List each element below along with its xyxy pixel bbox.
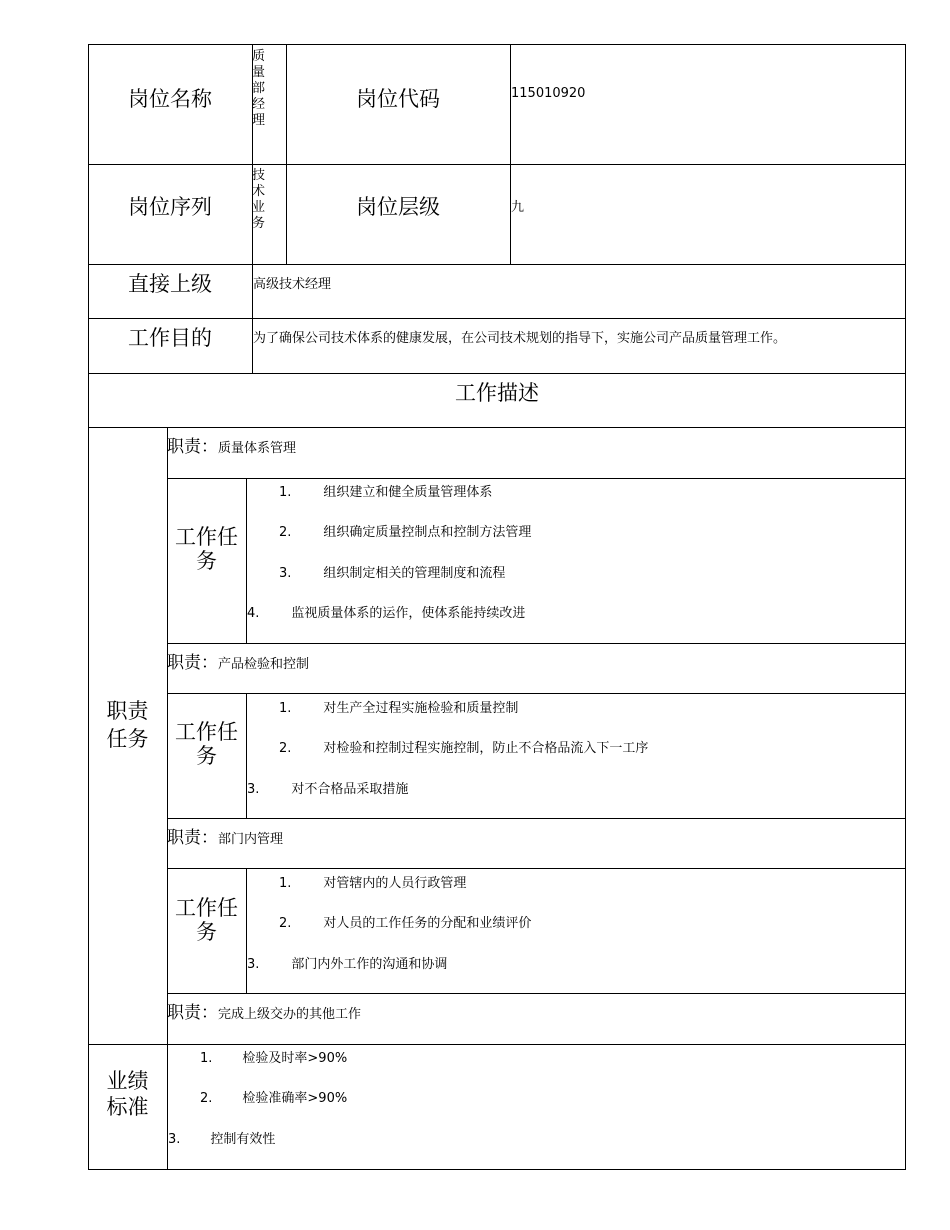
task-item: 1. 对管辖内的人员行政管理: [279, 876, 467, 891]
work-purpose-value: 为了确保公司技术体系的健康发展，在公司技术规划的指导下，实施公司产品质量管理工作。: [253, 331, 787, 346]
row-divider: [88, 1044, 906, 1045]
duty-prefix: 职责：: [167, 828, 218, 848]
position-code-value: 115010920: [511, 86, 586, 101]
row-divider: [167, 993, 906, 994]
task-label: 工作任务: [175, 525, 238, 573]
performance-item: 2. 检验准确率>90%: [200, 1091, 348, 1106]
duty-title: [167, 432, 296, 457]
performance-item: 1. 检验及时率>90%: [200, 1051, 348, 1066]
task-item: 3. 对不合格品采取措施: [247, 782, 409, 797]
duty-prefix: 职责：: [167, 437, 218, 457]
task-item: 4. 监视质量体系的运作，使体系能持续改进: [247, 606, 526, 621]
duty-prefix: 职责：: [167, 653, 218, 673]
performance-item: 3. 控制有效性: [168, 1132, 276, 1147]
duties-label: 职责任务: [106, 699, 149, 751]
task-item: 2. 对检验和控制过程实施控制，防止不合格品流入下一工序: [279, 741, 649, 756]
task-item: 1. 组织建立和健全质量管理体系: [279, 485, 493, 500]
row-divider: [88, 318, 906, 319]
task-item: 3. 组织制定相关的管理制度和流程: [279, 566, 506, 581]
duty-title-text: 完成上级交办的其他工作: [218, 1007, 362, 1022]
duty-title-text: 产品检验和控制: [218, 657, 310, 672]
col-divider: [246, 693, 247, 818]
position-series-label: 岗位序列: [128, 195, 212, 219]
work-description-title: 工作描述: [455, 381, 539, 405]
duty-title-text: 质量体系管理: [218, 441, 297, 456]
row-divider: [167, 643, 906, 644]
position-level-value: 九: [511, 200, 525, 215]
row-divider: [88, 264, 906, 265]
work-purpose-label: 工作目的: [128, 326, 212, 350]
task-item: 1. 对生产全过程实施检验和质量控制: [279, 701, 519, 716]
row-divider: [88, 164, 906, 165]
duty-title-text: 部门内管理: [218, 832, 284, 847]
duty-title: [167, 823, 283, 848]
position-name-value: 质量部经理: [252, 49, 266, 128]
col-divider: [510, 44, 511, 264]
task-item: 2. 对人员的工作任务的分配和业绩评价: [279, 916, 532, 931]
performance-label: 业绩标准: [106, 1069, 149, 1119]
position-series-value: 技术业务: [252, 168, 266, 231]
col-divider: [286, 44, 287, 264]
row-divider: [88, 427, 906, 428]
duty-title: [167, 998, 361, 1023]
direct-superior-label: 直接上级: [128, 272, 212, 296]
duty-prefix: 职责：: [167, 1003, 218, 1023]
position-name-label: 岗位名称: [128, 87, 212, 111]
row-divider: [167, 868, 906, 869]
col-divider: [246, 868, 247, 993]
position-level-label: 岗位层级: [356, 195, 440, 219]
row-divider: [167, 693, 906, 694]
row-divider: [88, 373, 906, 374]
row-divider: [167, 818, 906, 819]
task-label: 工作任务: [175, 720, 238, 768]
duty-title: [167, 648, 309, 673]
row-divider: [167, 478, 906, 479]
task-item: 2. 组织确定质量控制点和控制方法管理: [279, 525, 532, 540]
direct-superior-value: 高级技术经理: [253, 277, 332, 292]
position-code-label: 岗位代码: [356, 87, 440, 111]
task-item: 3. 部门内外工作的沟通和协调: [247, 957, 448, 972]
task-label: 工作任务: [175, 896, 238, 944]
